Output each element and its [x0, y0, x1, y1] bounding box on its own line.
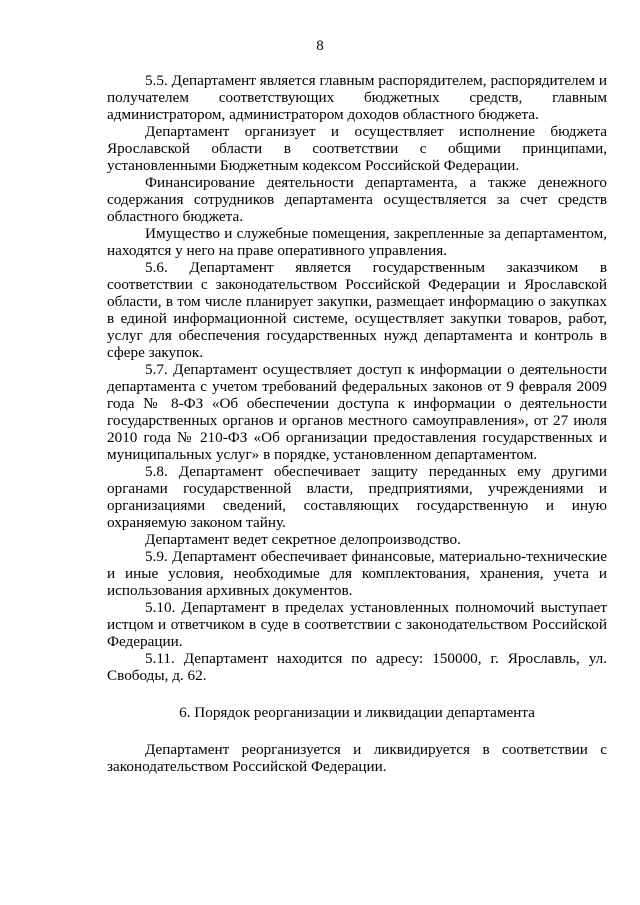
paragraph-5-10: 5.10. Департамент в пределах установленных полномочий выступает истцом и ответчиком в суде в соответствии с законодательством Российской Федерации.	[107, 599, 607, 650]
paragraph-5-9: 5.9. Департамент обеспечивает финансовые, материально-технические и иные условия, необходимые для комплектования, хранения, учета и использования архивных документов.	[107, 548, 607, 599]
paragraph-5-11: 5.11. Департамент находится по адресу: 150000, г. Ярославль, ул. Свободы, д. 62.	[107, 650, 607, 684]
paragraph-reorganization: Департамент реорганизуется и ликвидируется в соответствии с законодательством Российской Федерации.	[107, 741, 607, 775]
paragraph-property: Имущество и служебные помещения, закрепленные за департаментом, находятся у него на праве оперативного управления.	[107, 225, 607, 259]
document-body	[107, 72, 607, 775]
paragraph-secret-records: Департамент ведет секретное делопроизводство.	[145, 531, 461, 548]
paragraph-budget-execution: Департамент организует и осуществляет исполнение бюджета Ярославской области в соответствии с общими принципами, установленными Бюджетным кодексом Российской Федерации.	[107, 123, 607, 174]
paragraph-5-5: 5.5. Департамент является главным распорядителем, распорядителем и получателем соответствующих бюджетных средств, главным администратором, администратором доходов областного бюджета.	[107, 72, 607, 123]
page-number: 8	[316, 38, 324, 54]
paragraph-5-7: 5.7. Департамент осуществляет доступ к информации о деятельности департамента с учетом требований федеральных законов от 9 февраля 2009 года № 8-ФЗ «Об обеспечении доступа к информации о деятельности государственных органов и органов местного самоуправления», от 27 июля 2010 года № 210-ФЗ «Об организации предоставления государственных и муниципальных услуг» в порядке, установленном департаментом.	[107, 361, 607, 463]
paragraph-5-6: 5.6. Департамент является государственным заказчиком в соответствии с законодательством Российской Федерации и Ярославской области, в том числе планирует закупки, размещает информацию о закупках в единой информационной системе, осуществляет закупки товаров, работ, услуг для обеспечения государственных нужд департамента и контроль в сфере закупок.	[107, 259, 607, 361]
paragraph-financing: Финансирование деятельности департамента, а также денежного содержания сотрудников департамента осуществляется за счет средств областного бюджета.	[107, 174, 607, 225]
paragraph-5-8: 5.8. Департамент обеспечивает защиту переданных ему другими органами государственной власти, предприятиями, учреждениями и организациями сведений, составляющих государственную и иную охраняемую законом тайну.	[107, 463, 607, 531]
section-heading: 6. Порядок реорганизации и ликвидации департамента	[179, 704, 535, 721]
